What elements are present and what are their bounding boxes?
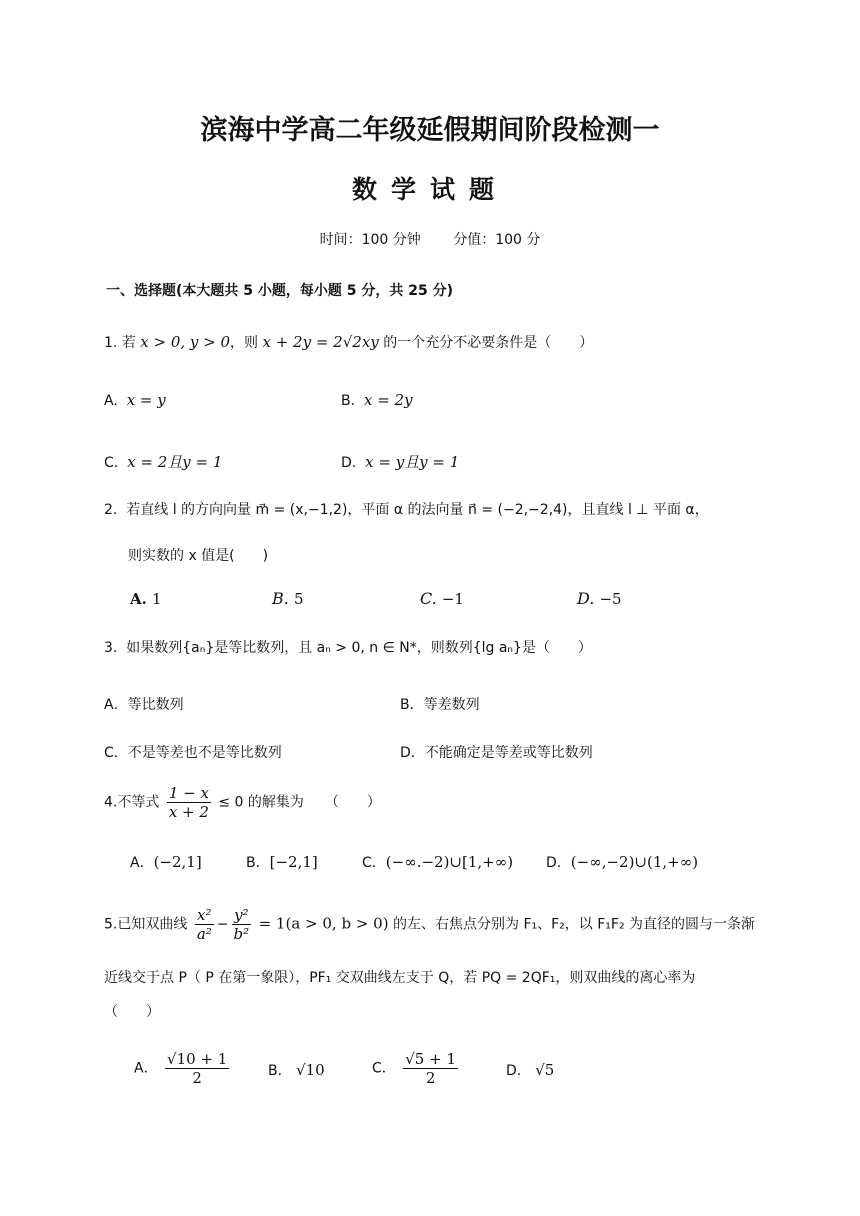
subject-title: 数学试题 (351, 175, 508, 204)
question-5-stem-line3: （ ） (104, 1004, 160, 1020)
question-5-stem-line2: 近线交于点 P（ P 在第一象限），PF₁ 交双曲线左支于 Q，若 PQ = 2QF₁，则双曲线的离心率为 (104, 970, 696, 986)
question-4-option-c[interactable]: C．(−∞.−2)∪[1,+∞) (362, 853, 514, 871)
question-2-stem: 2. 若直线 l 的方向向量 m⃗ = (x,−1,2)，平面 α 的法向量 n⃗ = (−2,−2,4)，且直线 l ⊥ 平面 α， (104, 502, 709, 518)
question-2-option-b[interactable]: B. 5 (272, 589, 304, 608)
question-3-option-c[interactable]: C．不是等差也不是等比数列 (104, 745, 282, 761)
question-2-option-c[interactable]: C. −1 (420, 589, 464, 608)
question-4-option-a[interactable]: A．(−2,1] (130, 853, 202, 871)
question-2-option-a[interactable]: A. 1 (130, 590, 162, 608)
question-5-stem: 5.已知双曲线 $\frac{\text{x²}}{\text{a²}}$ − $\frac{\text{y²}}{\text{b²}}$ = 1(a > 0, b > 0) 的左、右焦点分别为 F₁、F₂，以 F₁F₂ 为直径的圆与一条渐 (104, 906, 756, 943)
question-5-option-d[interactable]: D． √5 (506, 1061, 555, 1079)
time-limit: 时间：100 分钟 (319, 232, 421, 248)
question-1-option-b[interactable]: B. x = 2y (341, 391, 413, 409)
question-4-option-d[interactable]: D．(−∞,−2)∪(1,+∞) (546, 853, 699, 871)
question-1-option-c[interactable]: C. x = 2且y = 1 (104, 453, 223, 471)
exam-meta (0, 229, 860, 249)
inequality-fraction: $\frac{1 - x}{x + 2}$ (168, 784, 209, 821)
hyperbola-fraction-x: $\frac{\text{x²}}{\text{a²}}$ (196, 906, 212, 943)
question-2-stem-line2: 则实数的 x 值是( ) (128, 548, 269, 564)
section-heading: 一、选择题(本大题共 5 小题，每小题 5 分，共 25 分) (106, 283, 454, 299)
question-4-stem: 4.不等式 $\frac{1 - x}{x + 2}$ ≤ 0 的解集为 （ ） (104, 784, 381, 821)
total-score: 分值：100 分 (453, 232, 541, 248)
question-1-option-d[interactable]: D. x = y且y = 1 (341, 453, 460, 471)
question-5-option-a[interactable]: A． $\frac{√10 + 1}{2}$ (134, 1050, 228, 1087)
question-1-stem: 1. 若 x > 0, y > 0，则 x + 2y = 2√2xy 的一个充分不必要条件是（ ） (104, 333, 594, 351)
question-3-option-d[interactable]: D．不能确定是等差或等比数列 (400, 745, 593, 761)
question-4-option-b[interactable]: B．[−2,1] (246, 853, 318, 871)
school-title: 滨海中学高二年级延假期间阶段检测一 (200, 115, 660, 146)
question-1-option-a[interactable]: A. x = y (104, 391, 166, 409)
question-3-option-a[interactable]: A．等比数列 (104, 697, 184, 713)
hyperbola-fraction-y: $\frac{\text{y²}}{\text{b²}}$ (233, 906, 250, 943)
question-2-option-d[interactable]: D. −5 (577, 589, 622, 608)
question-3-stem: 3. 如果数列{aₙ}是等比数列，且 aₙ > 0, n ∈ N*，则数列{lg aₙ}是（ ） (104, 640, 592, 656)
question-5-option-b[interactable]: B． √10 (268, 1061, 325, 1079)
question-3-option-b[interactable]: B．等差数列 (400, 697, 480, 713)
question-5-option-c[interactable]: C． $\frac{√5 + 1}{2}$ (372, 1050, 456, 1087)
